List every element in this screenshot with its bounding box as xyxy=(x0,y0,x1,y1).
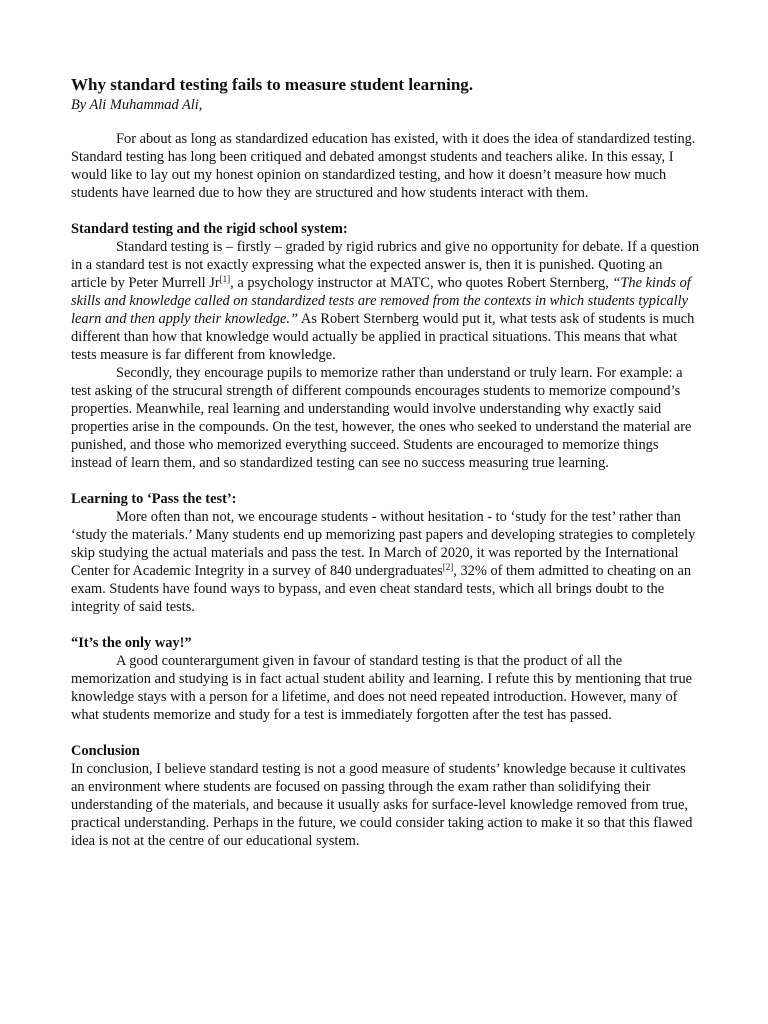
footnote-reference: [1] xyxy=(219,274,231,284)
sternberg-quote: “The kinds of skills and knowledge called on standardized tests are removed from the contexts in which students typically learn and then apply their knowledge.” xyxy=(71,275,691,327)
document-title: Why standard testing fails to measure student learning. xyxy=(71,75,474,94)
text-run: More often than not, we encourage students - without hesitation - to ‘study for the test’ rather than ‘study the materials.’ Many students end up memorizing past papers and developing strategies to completely skip studying the actual materials and pass the test. In March of 2020, it was reported by the International Center for Academic Integrity in a survey of 840 undergraduates xyxy=(71,509,696,579)
section-heading-only-way: “It’s the only way!” xyxy=(71,635,192,651)
section-rigid-system-paragraph-1 xyxy=(71,238,701,364)
footnote-reference: [2] xyxy=(442,562,454,572)
conclusion-paragraph: In conclusion, I believe standard testing is not a good measure of students’ knowledge because it cultivates an environment where students are focused on passing through the exam rather than solidifying their understanding of the materials, and because it usually asks for surface-level knowledge removed from true, practical understanding. Perhaps in the future, we could consider taking action to make it so that this flawed idea is not at the centre of our educational system. xyxy=(71,761,693,849)
text-run: , a psychology instructor at MATC, who quotes Robert Sternberg, xyxy=(230,275,613,291)
text-run: As Robert Sternberg would put it, what tests ask of students is much different than how that knowledge would actually be applied in practical situations. This means that what tests measure is far different from knowledge. xyxy=(71,311,695,363)
document-page xyxy=(71,74,701,850)
author-byline: By Ali Muhammad Ali, xyxy=(71,97,203,113)
section-only-way-paragraph: A good counterargument given in favour of standard testing is that the product of all the memorization and studying is in fact actual student ability and learning. I refute this by mentioning that true knowledge stays with a person for a lifetime, and does not need repeated introduction. However, many of what students memorize and study for a test is immediately forgotten after the test has passed. xyxy=(71,653,693,723)
section-pass-the-test-paragraph xyxy=(71,508,701,616)
section-spacer xyxy=(71,202,701,220)
intro-paragraph: For about as long as standardized education has existed, with it does the idea of standardized testing. Standard testing has long been critiqued and debated amongst students and teachers alike. In this essay, I would like to lay out my honest opinion on standardized testing, and how it doesn’t measure how much students have learned due to how they are structured and how students interact with them. xyxy=(71,131,696,201)
section-spacer xyxy=(71,724,701,742)
section-heading-conclusion: Conclusion xyxy=(71,743,140,759)
section-spacer xyxy=(71,472,701,490)
section-heading-pass-the-test: Learning to ‘Pass the test’: xyxy=(71,491,237,507)
section-rigid-system-paragraph-2: Secondly, they encourage pupils to memorize rather than understand or truly learn. For example: a test asking of the strucural strength of different compounds encourages students to memorize compound’s properties. Meanwhile, real learning and understanding would involve understanding why exactly said properties arise in the compounds. On the test, however, the ones who seeked to understand the material are punished, and those who memorized everything succeed. Students are encouraged to memorize things instead of learn them, and so standardized testing can see no success measuring true learning. xyxy=(71,365,692,471)
text-run: , 32% of them admitted to cheating on an exam. Students have found ways to bypass, and even cheat standard tests, which all brings doubt to the integrity of said tests. xyxy=(71,563,692,615)
text-run: Standard testing is – firstly – graded by rigid rubrics and give no opportunity for debate. If a question in a standard test is not exactly expressing what the expected answer is, then it is punished. Quoting an article by Peter Murrell Jr xyxy=(71,239,700,291)
section-heading-rigid-system: Standard testing and the rigid school system: xyxy=(71,221,348,237)
section-spacer xyxy=(71,616,701,634)
